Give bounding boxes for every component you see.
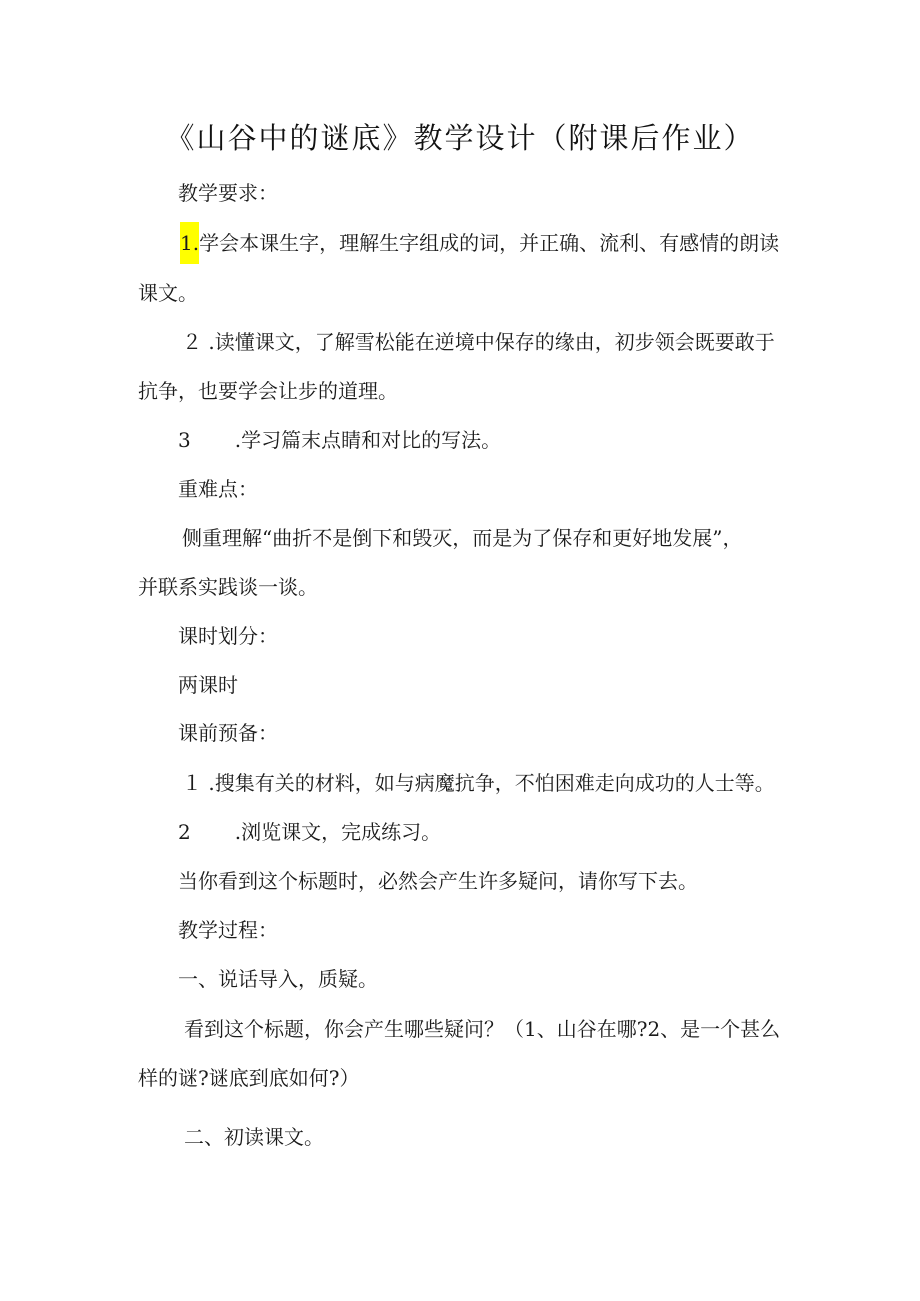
step-1-continued: 样的谜?谜底到底如何?） bbox=[138, 1066, 360, 1090]
preparation-2-number: 2 bbox=[178, 820, 191, 844]
step-1-heading: 一、说话导入，质疑。 bbox=[178, 967, 378, 991]
key-points-text: 侧重理解“曲折不是倒下和毁灭，而是为了保存和更好地发展”， bbox=[182, 526, 743, 550]
requirement-3 bbox=[178, 427, 501, 453]
requirements-heading: 教学要求： bbox=[178, 181, 278, 205]
requirement-3-text: .学习篇末点睛和对比的写法。 bbox=[234, 428, 502, 452]
process-heading: 教学过程： bbox=[178, 918, 278, 942]
schedule-text: 两课时 bbox=[178, 673, 238, 697]
key-points-heading: 重难点： bbox=[178, 477, 258, 501]
requirement-2: ２ .读懂课文，了解雪松能在逆境中保存的缘由，初步领会既要敢于 bbox=[182, 330, 775, 354]
preparation-1: １ .搜集有关的材料，如与病魔抗争，不怕困难走向成功的人士等。 bbox=[182, 771, 775, 795]
requirement-3-number: 3 bbox=[178, 428, 191, 452]
step-1-text: 看到这个标题，你会产生哪些疑问？（1、山谷在哪?2、是一个甚么 bbox=[184, 1017, 781, 1041]
step-2-heading: 二、初读课文。 bbox=[184, 1125, 324, 1149]
requirement-1 bbox=[180, 230, 779, 264]
preparation-2-text: .浏览课文，完成练习。 bbox=[234, 820, 442, 844]
key-points-continued: 并联系实践谈一谈。 bbox=[138, 575, 318, 599]
preparation-2 bbox=[178, 819, 441, 845]
requirement-1-continued: 课文。 bbox=[138, 281, 198, 305]
highlighted-number: 1. bbox=[180, 222, 199, 264]
question-prompt: 当你看到这个标题时，必然会产生许多疑问，请你写下去。 bbox=[178, 869, 698, 893]
document-title: 《山谷中的谜底》教学设计（附课后作业） bbox=[165, 121, 755, 155]
requirement-2-continued: 抗争，也要学会让步的道理。 bbox=[138, 379, 398, 403]
preparation-heading: 课前预备： bbox=[178, 721, 278, 745]
schedule-heading: 课时划分： bbox=[178, 624, 278, 648]
requirement-1-text: 学会本课生字，理解生字组成的词，并正确、流利、有感情的朗读 bbox=[199, 231, 780, 255]
